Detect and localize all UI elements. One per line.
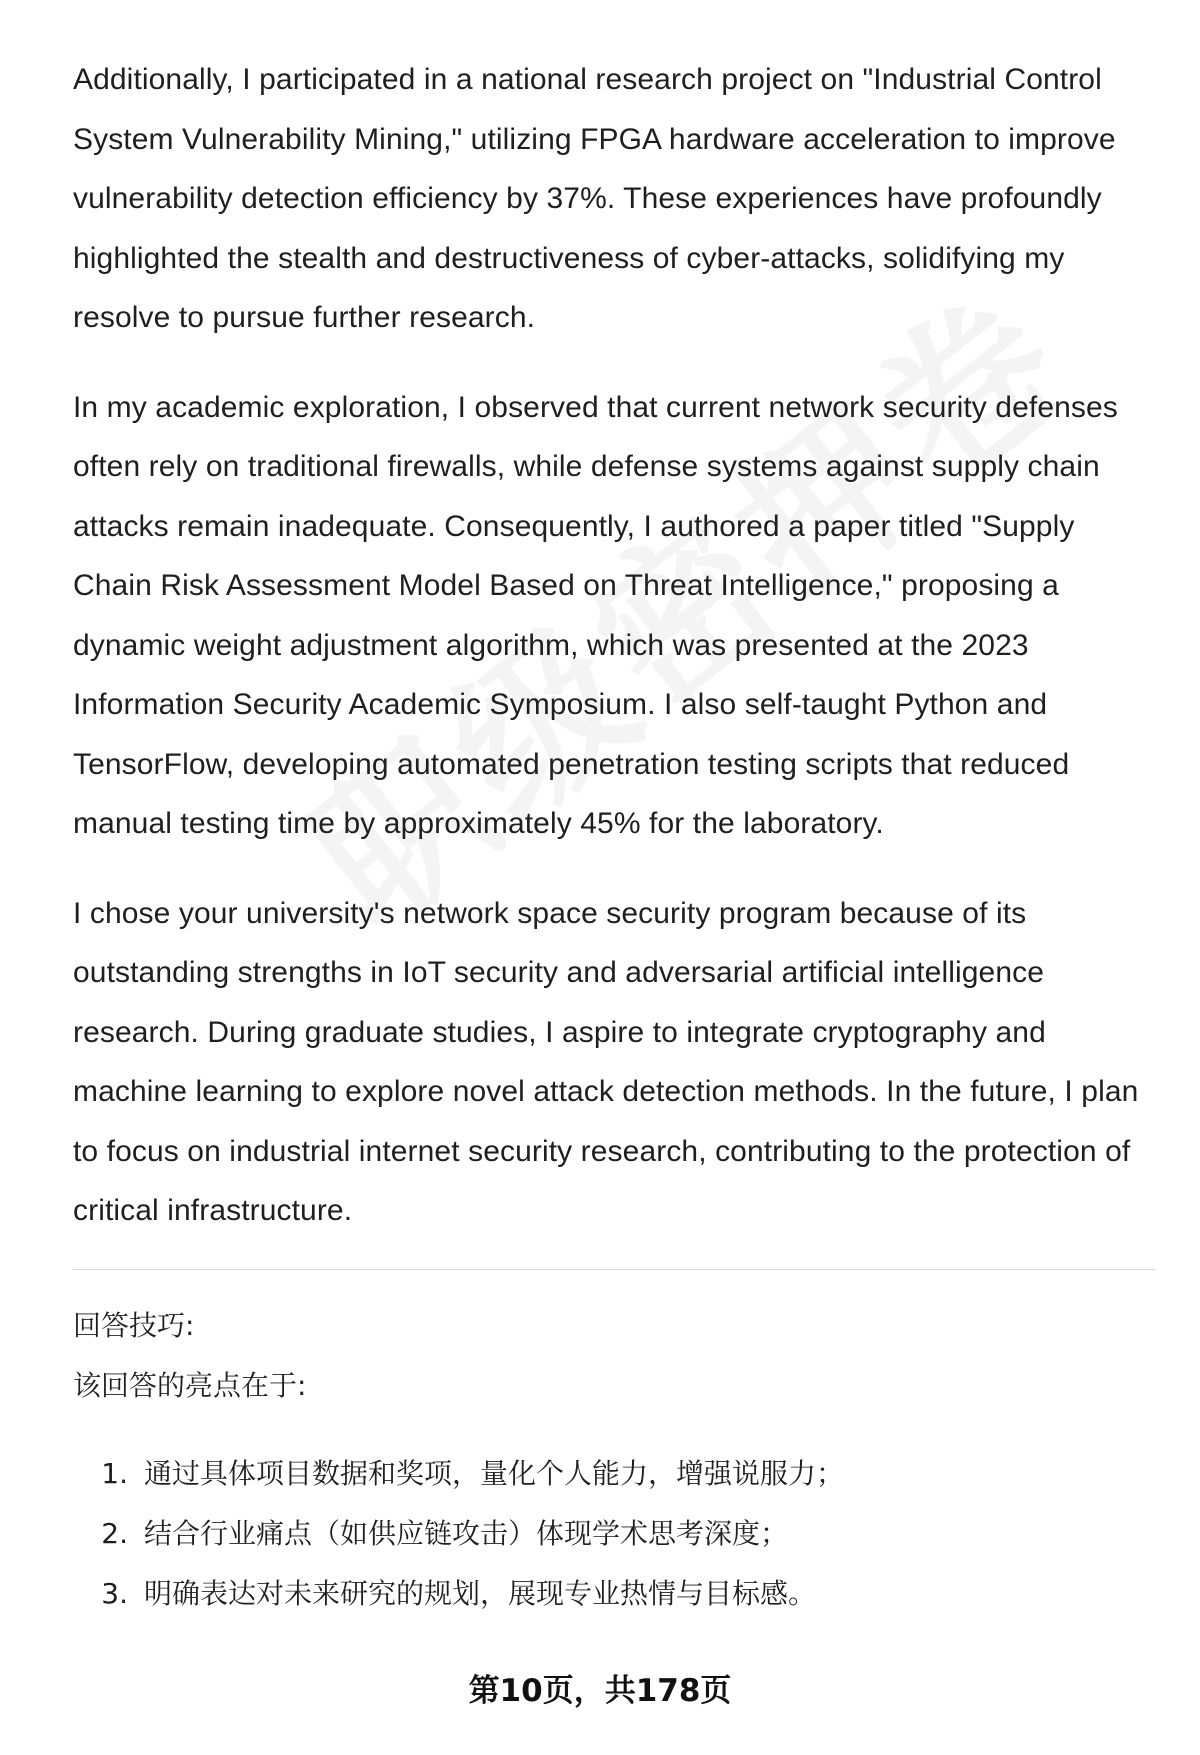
list-item-text: 结合行业痛点（如供应链攻击）体现学术思考深度； xyxy=(144,1516,789,1550)
paragraph-3: I chose your university's network space security program because of its outstanding strengths in IoT security and adversarial artificial intelligence research. During graduate studies, I aspire to integrate cryptography and machine learning to explore novel attack detection methods. In the future, I plan to focus on industrial internet security research, contributing to the protection of critical infrastructure. xyxy=(73,896,1139,1227)
document-body xyxy=(73,50,1153,1624)
list-item-number: 1. xyxy=(101,1456,128,1490)
tips-intro: 该回答的亮点在于: xyxy=(73,1368,307,1402)
list-item-text: 明确表达对未来研究的规划，展现专业热情与目标感。 xyxy=(144,1576,817,1610)
section-divider xyxy=(73,1269,1155,1270)
list-item-text: 通过具体项目数据和奖项，量化个人能力，增强说服力； xyxy=(144,1456,845,1490)
list-item xyxy=(73,1504,1153,1564)
paragraph-1: Additionally, I participated in a national research project on "Industrial Control System Vulnerability Mining," utilizing FPGA hardware acceleration to improve vulnerability detection efficiency by 37%. These experiences have profoundly highlighted the stealth and destructiveness of cyber-attacks, solidifying my resolve to pursue further research. xyxy=(73,63,1116,334)
list-item-number: 2. xyxy=(101,1516,128,1550)
paragraph-2: In my academic exploration, I observed that current network security defenses often rely on traditional firewalls, while defense systems against supply chain attacks remain inadequate. Consequently, I authored a paper titled "Supply Chain Risk Assessment Model Based on Threat Intelligence," proposing a dynamic weight adjustment algorithm, which was presented at the 2023 Information Security Academic Symposium. I also self-taught Python and TensorFlow, developing automated penetration testing scripts that reduced manual testing time by approximately 45% for the laboratory. xyxy=(73,390,1118,840)
page-indicator: 第10页，共178页 xyxy=(468,1673,732,1709)
list-item xyxy=(73,1564,1153,1624)
tips-list xyxy=(73,1444,1153,1624)
tips-section xyxy=(73,1296,1153,1624)
list-item-number: 3. xyxy=(101,1576,128,1610)
tips-title: 回答技巧: xyxy=(73,1308,195,1342)
list-item xyxy=(73,1444,1153,1504)
